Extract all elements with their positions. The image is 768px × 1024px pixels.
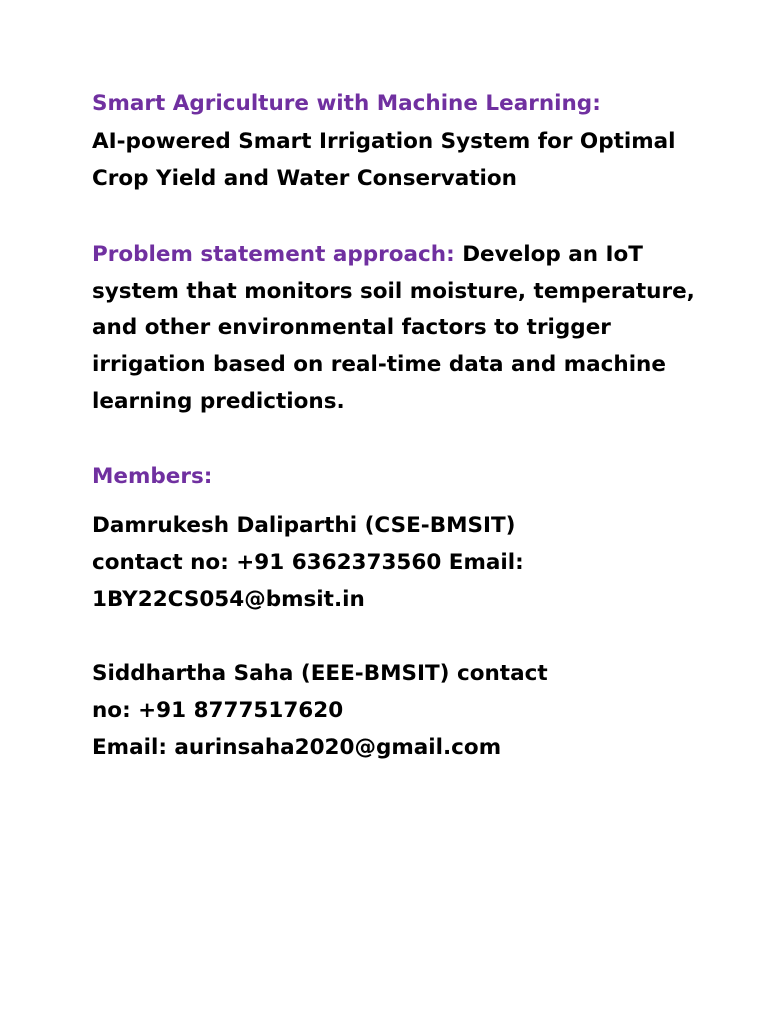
member1-line-3: 1BY22CS054@bmsit.in (92, 587, 365, 612)
member2-line-1: Siddhartha Saha (EEE-BMSIT) contact (92, 661, 548, 686)
subtitle-line-2: Crop Yield and Water Conservation (92, 166, 517, 191)
problem-line-2: system that monitors soil moisture, temperature, (92, 279, 695, 304)
problem-line-3: and other environmental factors to trigger (92, 315, 611, 340)
problem-line-5: learning predictions. (92, 389, 345, 414)
problem-line-4: irrigation based on real-time data and machine (92, 352, 666, 377)
member2-line-2: no: +91 8777517620 (92, 698, 344, 723)
member2-line-3: Email: aurinsaha2020@gmail.com (92, 735, 502, 760)
title-heading: Smart Agriculture with Machine Learning: (92, 91, 601, 116)
problem-heading: Problem statement approach: (92, 242, 455, 267)
problem-line-1: Develop an IoT (462, 242, 643, 267)
problem-first-line (92, 236, 643, 273)
member1-line-2: contact no: +91 6362373560 Email: (92, 550, 524, 575)
member1-line-1: Damrukesh Daliparthi (CSE-BMSIT) (92, 513, 516, 538)
members-heading: Members: (92, 464, 213, 489)
subtitle-line-1: AI-powered Smart Irrigation System for Optimal (92, 129, 676, 154)
